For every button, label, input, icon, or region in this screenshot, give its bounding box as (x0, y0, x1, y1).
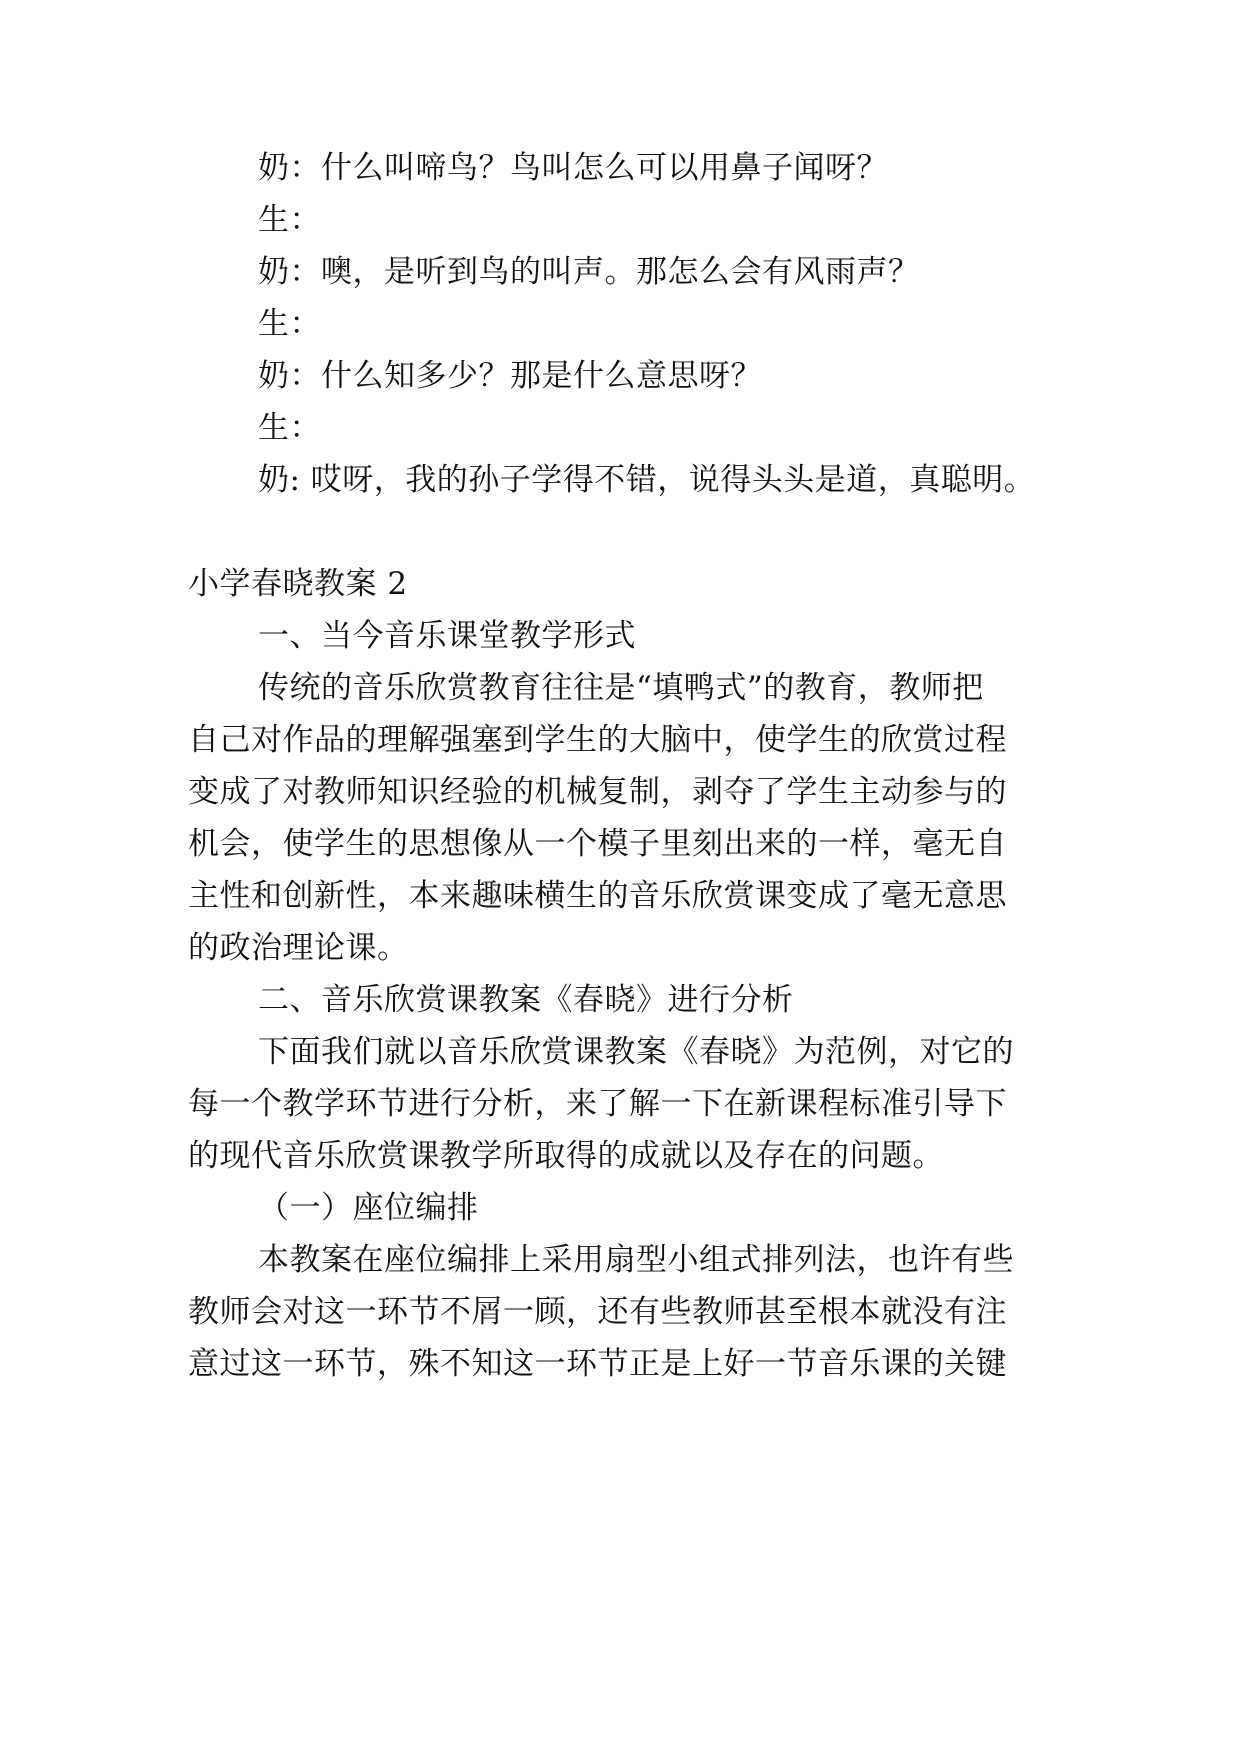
dialogue-line: 奶：什么叫啼鸟？鸟叫怎么可以用鼻子闻呀？ (258, 150, 888, 186)
dialogue-line: 生： (258, 202, 321, 238)
dialogue-line: 奶：什么知多少？那是什么意思呀？ (258, 358, 762, 394)
dialogue-line: 奶：噢，是听到鸟的叫声。那怎么会有风雨声？ (258, 254, 920, 290)
paragraph-line: 每一个教学环节进行分析，来了解一下在新课程标准引导下 (188, 1086, 1007, 1122)
dialogue-line: 生： (258, 410, 321, 446)
dialogue-line: 生： (258, 306, 321, 342)
paragraph-line: 变成了对教师知识经验的机械复制，剥夺了学生主动参与的 (188, 774, 1007, 810)
heading-1: 一、当今音乐课堂教学形式 (258, 618, 636, 654)
paragraph-line: 下面我们就以音乐欣赏课教案《春晓》为范例，对它的 (258, 1034, 1014, 1070)
paragraph-line: 的政治理论课。 (188, 930, 409, 966)
paragraph-line: 传统的音乐欣赏教育往往是“填鸭式”的教育，教师把 (258, 670, 984, 706)
paragraph-line: 教师会对这一环节不屑一顾，还有些教师甚至根本就没有注 (188, 1294, 1007, 1330)
paragraph-line: 机会，使学生的思想像从一个模子里刻出来的一样，毫无自 (188, 826, 1007, 862)
dialogue-line: 奶: 哎呀，我的孙子学得不错，说得头头是道，真聪明。 (258, 462, 1036, 498)
paragraph-line: 自己对作品的理解强塞到学生的大脑中，使学生的欣赏过程 (188, 722, 1007, 758)
section-title: 小学春晓教案 2 (188, 566, 408, 602)
paragraph-line: 的现代音乐欣赏课教学所取得的成就以及存在的问题。 (188, 1138, 944, 1174)
paragraph-line: 意过这一环节，殊不知这一环节正是上好一节音乐课的关键 (188, 1346, 1007, 1382)
heading-2: 二、音乐欣赏课教案《春晓》进行分析 (258, 982, 794, 1018)
paragraph-line: 本教案在座位编排上采用扇型小组式排列法，也许有些 (258, 1242, 1014, 1278)
heading-3: （一）座位编排 (258, 1190, 479, 1226)
paragraph-line: 主性和创新性，本来趣味横生的音乐欣赏课变成了毫无意思 (188, 878, 1007, 914)
